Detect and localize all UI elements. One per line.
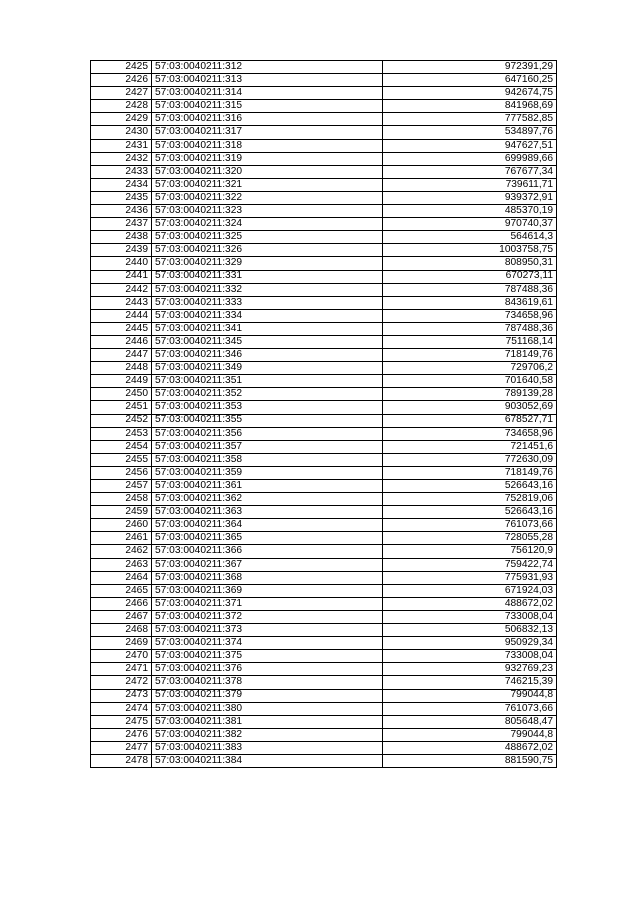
cadastral-number-cell: 57:03:0040211:378 <box>152 676 383 689</box>
table-row <box>91 152 557 165</box>
cadastral-value-cell: 805648,47 <box>383 715 557 728</box>
row-number-cell: 2449 <box>91 375 152 388</box>
row-number-cell: 2428 <box>91 100 152 113</box>
cadastral-value-cell: 942674,75 <box>383 87 557 100</box>
cadastral-number-cell: 57:03:0040211:345 <box>152 335 383 348</box>
cadastral-number-cell: 57:03:0040211:369 <box>152 584 383 597</box>
cadastral-value-cell: 970740,37 <box>383 218 557 231</box>
cadastral-value-cell: 526643,16 <box>383 506 557 519</box>
row-number-cell: 2433 <box>91 165 152 178</box>
table-row <box>91 283 557 296</box>
cadastral-value-cell: 485370,19 <box>383 205 557 218</box>
cadastral-value-cell: 526643,16 <box>383 480 557 493</box>
cadastral-number-cell: 57:03:0040211:322 <box>152 191 383 204</box>
cadastral-value-cell: 734658,96 <box>383 427 557 440</box>
cadastral-number-cell: 57:03:0040211:324 <box>152 218 383 231</box>
table-row <box>91 100 557 113</box>
row-number-cell: 2458 <box>91 493 152 506</box>
row-number-cell: 2447 <box>91 349 152 362</box>
table-row <box>91 545 557 558</box>
row-number-cell: 2435 <box>91 191 152 204</box>
cadastral-number-cell: 57:03:0040211:368 <box>152 571 383 584</box>
table-row <box>91 493 557 506</box>
row-number-cell: 2437 <box>91 218 152 231</box>
cadastral-value-cell: 752819,06 <box>383 493 557 506</box>
cadastral-value-cell: 728055,28 <box>383 532 557 545</box>
cadastral-number-cell: 57:03:0040211:359 <box>152 466 383 479</box>
cadastral-number-cell: 57:03:0040211:375 <box>152 650 383 663</box>
cadastral-number-cell: 57:03:0040211:366 <box>152 545 383 558</box>
cadastral-value-cell: 739611,71 <box>383 178 557 191</box>
cadastral-value-cell: 775931,93 <box>383 571 557 584</box>
cadastral-number-cell: 57:03:0040211:358 <box>152 453 383 466</box>
cadastral-value-cell: 759422,74 <box>383 558 557 571</box>
cadastral-number-cell: 57:03:0040211:361 <box>152 480 383 493</box>
table-row <box>91 296 557 309</box>
cadastral-value-cell: 799044,8 <box>383 689 557 702</box>
cadastral-value-cell: 564614,3 <box>383 231 557 244</box>
table-row <box>91 191 557 204</box>
table-row <box>91 61 557 74</box>
table-row <box>91 663 557 676</box>
cadastral-number-cell: 57:03:0040211:325 <box>152 231 383 244</box>
cadastral-value-cell: 772630,09 <box>383 453 557 466</box>
table-row <box>91 401 557 414</box>
cadastral-value-cell: 903052,69 <box>383 401 557 414</box>
table-row <box>91 139 557 152</box>
table-row <box>91 349 557 362</box>
row-number-cell: 2473 <box>91 689 152 702</box>
table-row <box>91 87 557 100</box>
cadastral-value-cell: 761073,66 <box>383 519 557 532</box>
table-row <box>91 519 557 532</box>
row-number-cell: 2454 <box>91 440 152 453</box>
table-row <box>91 480 557 493</box>
row-number-cell: 2438 <box>91 231 152 244</box>
cadastral-number-cell: 57:03:0040211:314 <box>152 87 383 100</box>
row-number-cell: 2457 <box>91 480 152 493</box>
cadastral-number-cell: 57:03:0040211:367 <box>152 558 383 571</box>
row-number-cell: 2460 <box>91 519 152 532</box>
row-number-cell: 2427 <box>91 87 152 100</box>
row-number-cell: 2451 <box>91 401 152 414</box>
cadastral-value-cell: 777582,85 <box>383 113 557 126</box>
table-row <box>91 414 557 427</box>
table-row <box>91 270 557 283</box>
cadastral-number-cell: 57:03:0040211:357 <box>152 440 383 453</box>
cadastral-number-cell: 57:03:0040211:349 <box>152 362 383 375</box>
table-row <box>91 754 557 767</box>
cadastral-number-cell: 57:03:0040211:321 <box>152 178 383 191</box>
cadastral-value-cell: 939372,91 <box>383 191 557 204</box>
cadastral-value-cell: 647160,25 <box>383 74 557 87</box>
row-number-cell: 2429 <box>91 113 152 126</box>
row-number-cell: 2475 <box>91 715 152 728</box>
table-row <box>91 715 557 728</box>
row-number-cell: 2476 <box>91 728 152 741</box>
row-number-cell: 2444 <box>91 309 152 322</box>
table-row <box>91 453 557 466</box>
table-body <box>91 61 557 768</box>
cadastral-value-cell: 506832,13 <box>383 624 557 637</box>
cadastral-value-cell: 808950,31 <box>383 257 557 270</box>
cadastral-number-cell: 57:03:0040211:334 <box>152 309 383 322</box>
row-number-cell: 2469 <box>91 637 152 650</box>
table-row <box>91 178 557 191</box>
table-row <box>91 244 557 257</box>
row-number-cell: 2465 <box>91 584 152 597</box>
table-row <box>91 728 557 741</box>
row-number-cell: 2442 <box>91 283 152 296</box>
cadastral-value-cell: 787488,36 <box>383 322 557 335</box>
cadastral-number-cell: 57:03:0040211:316 <box>152 113 383 126</box>
row-number-cell: 2471 <box>91 663 152 676</box>
row-number-cell: 2430 <box>91 126 152 139</box>
cadastral-number-cell: 57:03:0040211:351 <box>152 375 383 388</box>
row-number-cell: 2466 <box>91 597 152 610</box>
table-row <box>91 231 557 244</box>
table-row <box>91 689 557 702</box>
cadastral-number-cell: 57:03:0040211:353 <box>152 401 383 414</box>
cadastral-value-cell: 756120,9 <box>383 545 557 558</box>
cadastral-value-cell: 718149,76 <box>383 466 557 479</box>
table-row <box>91 309 557 322</box>
row-number-cell: 2468 <box>91 624 152 637</box>
table-row <box>91 650 557 663</box>
row-number-cell: 2467 <box>91 610 152 623</box>
table-row <box>91 388 557 401</box>
cadastral-number-cell: 57:03:0040211:372 <box>152 610 383 623</box>
cadastral-value-cell: 733008,04 <box>383 650 557 663</box>
row-number-cell: 2453 <box>91 427 152 440</box>
cadastral-value-cell: 746215,39 <box>383 676 557 689</box>
table-row <box>91 584 557 597</box>
row-number-cell: 2425 <box>91 61 152 74</box>
cadastral-number-cell: 57:03:0040211:371 <box>152 597 383 610</box>
cadastral-value-cell: 718149,76 <box>383 349 557 362</box>
cadastral-number-cell: 57:03:0040211:383 <box>152 741 383 754</box>
row-number-cell: 2440 <box>91 257 152 270</box>
cadastral-number-cell: 57:03:0040211:380 <box>152 702 383 715</box>
cadastral-number-cell: 57:03:0040211:374 <box>152 637 383 650</box>
row-number-cell: 2432 <box>91 152 152 165</box>
cadastral-value-cell: 932769,23 <box>383 663 557 676</box>
table-row <box>91 335 557 348</box>
cadastral-number-cell: 57:03:0040211:333 <box>152 296 383 309</box>
table-row <box>91 676 557 689</box>
row-number-cell: 2455 <box>91 453 152 466</box>
table-row <box>91 165 557 178</box>
table-row <box>91 362 557 375</box>
cadastral-number-cell: 57:03:0040211:381 <box>152 715 383 728</box>
row-number-cell: 2456 <box>91 466 152 479</box>
cadastral-value-cell: 787488,36 <box>383 283 557 296</box>
cadastral-number-cell: 57:03:0040211:312 <box>152 61 383 74</box>
row-number-cell: 2459 <box>91 506 152 519</box>
table-row <box>91 427 557 440</box>
row-number-cell: 2439 <box>91 244 152 257</box>
cadastral-value-cell: 701640,58 <box>383 375 557 388</box>
row-number-cell: 2452 <box>91 414 152 427</box>
cadastral-value-cell: 881590,75 <box>383 754 557 767</box>
table-row <box>91 702 557 715</box>
cadastral-number-cell: 57:03:0040211:365 <box>152 532 383 545</box>
cadastral-value-cell: 733008,04 <box>383 610 557 623</box>
cadastral-number-cell: 57:03:0040211:346 <box>152 349 383 362</box>
cadastral-value-cell: 721451,6 <box>383 440 557 453</box>
table-row <box>91 440 557 453</box>
row-number-cell: 2434 <box>91 178 152 191</box>
table-row <box>91 375 557 388</box>
table-row <box>91 624 557 637</box>
cadastral-number-cell: 57:03:0040211:355 <box>152 414 383 427</box>
row-number-cell: 2477 <box>91 741 152 754</box>
cadastral-value-cell: 751168,14 <box>383 335 557 348</box>
row-number-cell: 2446 <box>91 335 152 348</box>
cadastral-number-cell: 57:03:0040211:352 <box>152 388 383 401</box>
row-number-cell: 2448 <box>91 362 152 375</box>
cadastral-number-cell: 57:03:0040211:315 <box>152 100 383 113</box>
table-row <box>91 741 557 754</box>
cadastral-value-cell: 671924,03 <box>383 584 557 597</box>
table-row <box>91 113 557 126</box>
row-number-cell: 2462 <box>91 545 152 558</box>
cadastral-value-cell: 1003758,75 <box>383 244 557 257</box>
cadastral-value-cell: 841968,69 <box>383 100 557 113</box>
cadastral-number-cell: 57:03:0040211:364 <box>152 519 383 532</box>
row-number-cell: 2436 <box>91 205 152 218</box>
cadastral-number-cell: 57:03:0040211:384 <box>152 754 383 767</box>
row-number-cell: 2470 <box>91 650 152 663</box>
cadastral-number-cell: 57:03:0040211:326 <box>152 244 383 257</box>
cadastral-number-cell: 57:03:0040211:320 <box>152 165 383 178</box>
table-row <box>91 322 557 335</box>
cadastral-value-cell: 799044,8 <box>383 728 557 741</box>
table-row <box>91 205 557 218</box>
row-number-cell: 2461 <box>91 532 152 545</box>
cadastral-value-cell: 761073,66 <box>383 702 557 715</box>
table-row <box>91 466 557 479</box>
cadastral-value-cell: 947627,51 <box>383 139 557 152</box>
row-number-cell: 2474 <box>91 702 152 715</box>
row-number-cell: 2464 <box>91 571 152 584</box>
cadastral-number-cell: 57:03:0040211:319 <box>152 152 383 165</box>
cadastral-number-cell: 57:03:0040211:317 <box>152 126 383 139</box>
cadastral-number-cell: 57:03:0040211:376 <box>152 663 383 676</box>
row-number-cell: 2443 <box>91 296 152 309</box>
cadastral-value-cell: 843619,61 <box>383 296 557 309</box>
row-number-cell: 2478 <box>91 754 152 767</box>
row-number-cell: 2431 <box>91 139 152 152</box>
cadastral-number-cell: 57:03:0040211:332 <box>152 283 383 296</box>
cadastral-number-cell: 57:03:0040211:373 <box>152 624 383 637</box>
cadastral-value-cell: 678527,71 <box>383 414 557 427</box>
row-number-cell: 2441 <box>91 270 152 283</box>
cadastral-number-cell: 57:03:0040211:341 <box>152 322 383 335</box>
cadastral-number-cell: 57:03:0040211:318 <box>152 139 383 152</box>
table-row <box>91 74 557 87</box>
cadastral-number-cell: 57:03:0040211:363 <box>152 506 383 519</box>
cadastral-number-cell: 57:03:0040211:382 <box>152 728 383 741</box>
cadastral-value-cell: 734658,96 <box>383 309 557 322</box>
row-number-cell: 2426 <box>91 74 152 87</box>
cadastral-value-table <box>90 60 557 768</box>
cadastral-value-cell: 729706,2 <box>383 362 557 375</box>
row-number-cell: 2463 <box>91 558 152 571</box>
row-number-cell: 2445 <box>91 322 152 335</box>
table-row <box>91 218 557 231</box>
row-number-cell: 2450 <box>91 388 152 401</box>
cadastral-value-cell: 972391,29 <box>383 61 557 74</box>
cadastral-number-cell: 57:03:0040211:379 <box>152 689 383 702</box>
cadastral-value-cell: 488672,02 <box>383 741 557 754</box>
cadastral-number-cell: 57:03:0040211:329 <box>152 257 383 270</box>
cadastral-number-cell: 57:03:0040211:362 <box>152 493 383 506</box>
table-row <box>91 597 557 610</box>
table-row <box>91 571 557 584</box>
table-row <box>91 506 557 519</box>
cadastral-value-cell: 789139,28 <box>383 388 557 401</box>
cadastral-value-cell: 670273,11 <box>383 270 557 283</box>
table-row <box>91 126 557 139</box>
cadastral-value-cell: 950929,34 <box>383 637 557 650</box>
cadastral-value-cell: 699989,66 <box>383 152 557 165</box>
table-row <box>91 610 557 623</box>
table-row <box>91 532 557 545</box>
table-row <box>91 257 557 270</box>
cadastral-number-cell: 57:03:0040211:323 <box>152 205 383 218</box>
cadastral-value-cell: 534897,76 <box>383 126 557 139</box>
cadastral-value-cell: 488672,02 <box>383 597 557 610</box>
cadastral-value-cell: 767677,34 <box>383 165 557 178</box>
row-number-cell: 2472 <box>91 676 152 689</box>
cadastral-number-cell: 57:03:0040211:313 <box>152 74 383 87</box>
cadastral-number-cell: 57:03:0040211:356 <box>152 427 383 440</box>
cadastral-number-cell: 57:03:0040211:331 <box>152 270 383 283</box>
table-row <box>91 637 557 650</box>
table-row <box>91 558 557 571</box>
